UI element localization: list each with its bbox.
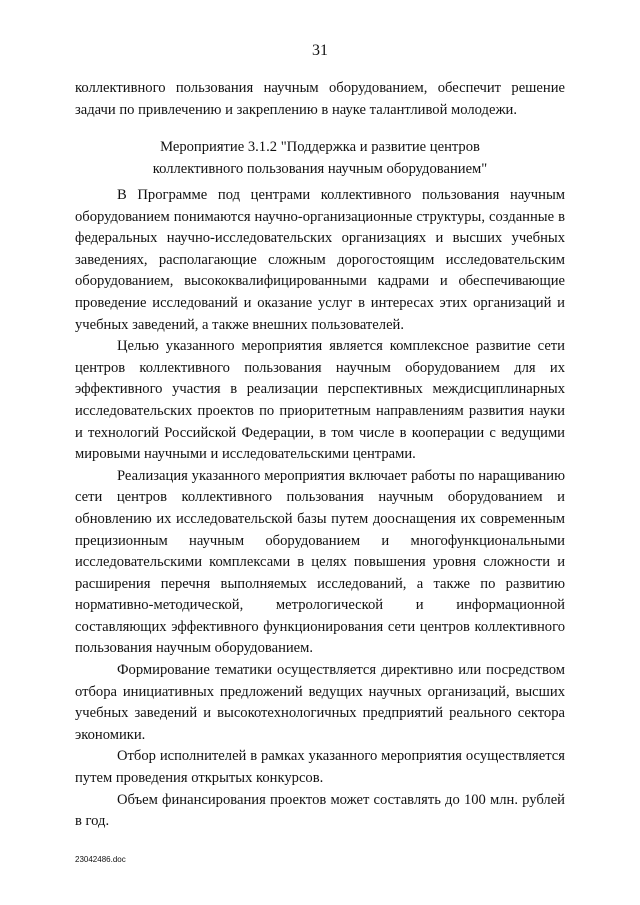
body-paragraph-6: Объем финансирования проектов может составлять до 100 млн. рублей в год. [75, 791, 565, 830]
body-paragraph-5: Отбор исполнителей в рамках указанного мероприятия осуществляется путем проведения открытых конкурсов. [75, 748, 565, 787]
page-number: 31 [312, 42, 328, 59]
section-heading [75, 137, 565, 180]
section-heading-line-2: коллективного пользования научным оборудованием" [152, 160, 488, 177]
body-paragraph-3: Реализация указанного мероприятия включает работы по наращиванию сети центров коллективного пользования научным оборудованием и обновлению их исследовательской базы путем дооснащения их современным прецизионным научным оборудованием и многофункциональными исследовательскими комплексами в целях повышения уровня сложности и расширения перечня выполняемых исследований, а также по развитию нормативно-методической, метрологической и информационной составляющих эффективного функционирования сети центров коллективного пользования научным оборудованием. [75, 467, 565, 657]
body-paragraph-4: Формирование тематики осуществляется директивно или посредством отбора инициативных предложений ведущих научных организаций, высших учебных заведений и высокотехнологичных предприятий реального сектора экономики. [75, 662, 565, 743]
body-paragraph-1: В Программе под центрами коллективного пользования научным оборудованием понимаются научно-организационные структуры, созданные в федеральных научно-исследовательских организациях и высших учебных заведениях, располагающие сложным дорогостоящим исследовательским оборудованием, высококвалифицированными кадрами и обеспечивающие проведение исследований и оказание услуг в интересах этих организаций и учебных заведений, а также внешних пользователей. [75, 187, 565, 333]
intro-paragraph-block [75, 78, 565, 121]
section-body [75, 185, 565, 833]
section-heading-line-1: Мероприятие 3.1.2 "Поддержка и развитие центров [160, 139, 480, 155]
body-paragraph-2: Целью указанного мероприятия является комплексное развитие сети центров коллективного пользования научным оборудованием для их эффективного участия в реализации перспективных междисциплинарных исследовательских проектов по приоритетным направлениям развития науки и технологий Российской Федерации, в том числе в кооперации с ведущими мировыми научными и исследовательскими центрами. [75, 338, 565, 463]
intro-paragraph: коллективного пользования научным оборудованием, обеспечит решение задачи по привлечению и закреплению в науке талантливой молодежи. [75, 80, 565, 118]
document-filename-footer: 23042486.doc [75, 855, 126, 864]
